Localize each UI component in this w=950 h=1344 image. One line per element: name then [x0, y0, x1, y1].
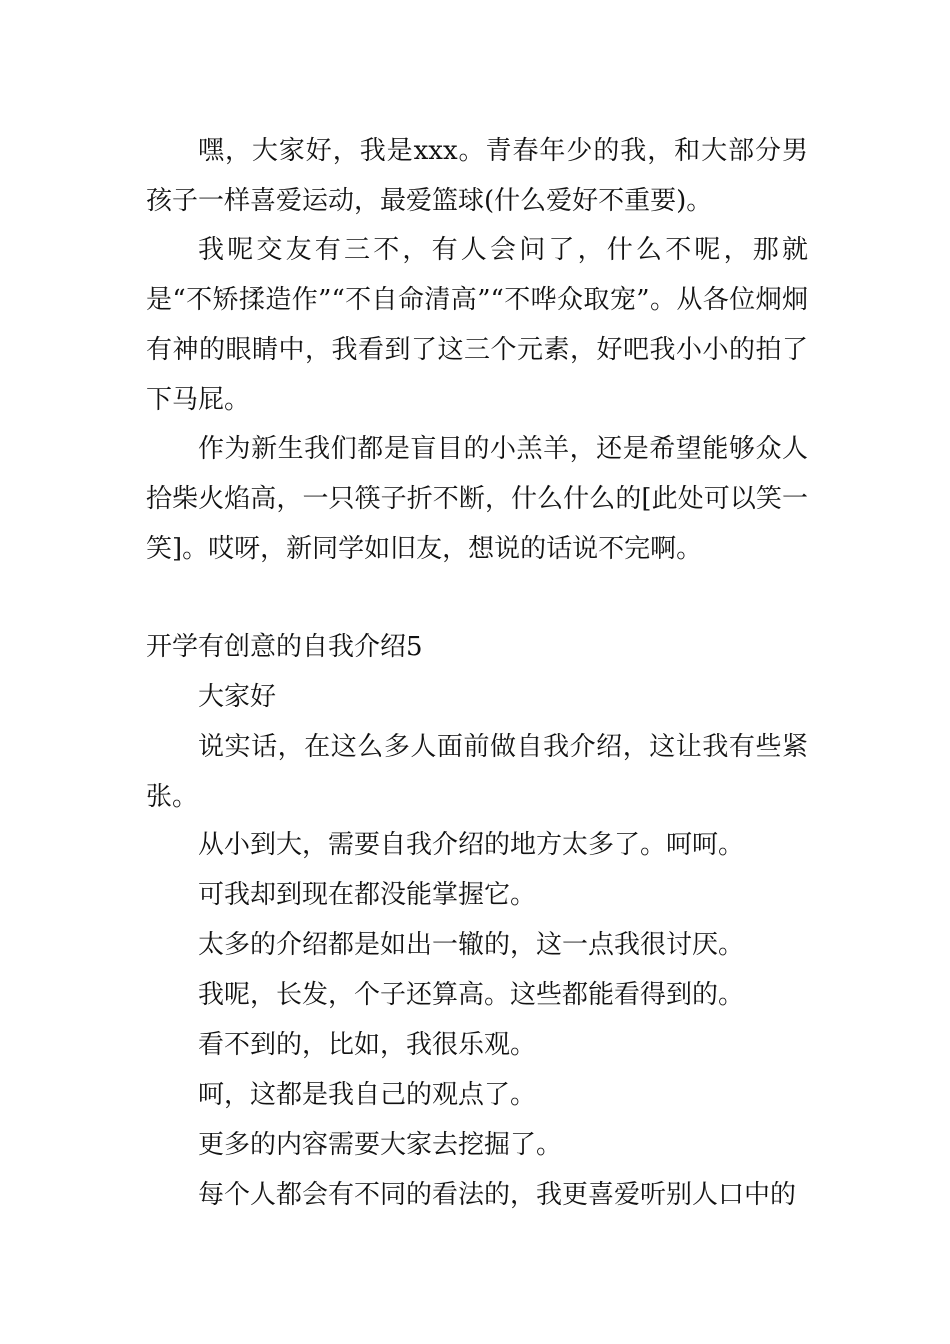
paragraph-friendship: 我呢交友有三不，有人会问了，什么不呢，那就是“不矫揉造作”“不自命清高”“不哗众取宠”。从各位炯炯有神的眼睛中，我看到了这三个元素，好吧我小小的拍了下马屁。: [146, 235, 808, 415]
paragraph-own-view: 呵，这都是我自己的观点了。: [198, 1080, 537, 1110]
paragraph-optimistic: 看不到的，比如，我很乐观。: [198, 1030, 537, 1060]
paragraph-newcomer: 作为新生我们都是盲目的小羔羊，还是希望能够众人拾柴火焰高，一只筷子折不断，什么什么的[此处可以笑一笑]。哎呀，新同学如旧友，想说的话说不完啊。: [146, 434, 808, 564]
paragraph-greeting: 大家好: [198, 682, 277, 712]
paragraph-same-intros: 太多的介绍都是如出一辙的，这一点我很讨厌。: [198, 930, 745, 960]
paragraph-intro: 嘿，大家好，我是xxx。青春年少的我，和大部分男孩子一样喜爱运动，最爱篮球(什么爱好不重要)。: [146, 136, 808, 216]
paragraph-nervous: 说实话，在这么多人面前做自我介绍，这让我有些紧张。: [146, 732, 808, 812]
section-title: 开学有创意的自我介绍5: [146, 632, 423, 662]
paragraph-not-mastered: 可我却到现在都没能掌握它。: [198, 880, 537, 910]
paragraph-many-intros: 从小到大，需要自我介绍的地方太多了。呵呵。: [198, 830, 745, 860]
paragraph-opinions: 每个人都会有不同的看法的，我更喜爱听别人口中的: [198, 1180, 797, 1210]
paragraph-appearance: 我呢，长发，个子还算高。这些都能看得到的。: [198, 980, 745, 1010]
paragraph-explore: 更多的内容需要大家去挖掘了。: [198, 1130, 563, 1160]
